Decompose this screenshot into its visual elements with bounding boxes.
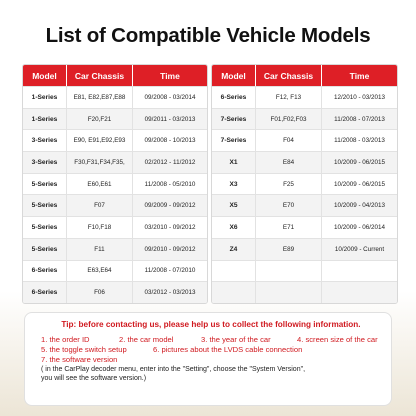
table-row [212, 86, 397, 108]
tip-line-1 [41, 335, 381, 345]
chassis-cell: F04 [256, 129, 322, 151]
model-cell: 3-Series [23, 151, 67, 173]
table-row [23, 151, 207, 173]
time-cell: 03/2010 - 09/2012 [133, 216, 207, 238]
tip-line-3 [41, 355, 381, 365]
time-cell: 09/2011 - 03/2013 [133, 108, 207, 130]
chassis-cell: F30,F31,F34,F35, [67, 151, 133, 173]
tip-item-software-version: 7. the software version [41, 355, 118, 364]
table-row [212, 216, 397, 238]
chassis-cell: E63,E64 [67, 260, 133, 282]
time-cell: 11/2008 - 07/2010 [133, 260, 207, 282]
table-row [23, 216, 207, 238]
chassis-cell: E90, E91,E92,E93 [67, 129, 133, 151]
empty-cell [212, 281, 256, 303]
empty-cell [322, 281, 397, 303]
table-row [23, 129, 207, 151]
model-cell: X3 [212, 173, 256, 195]
chassis-cell: F12, F13 [256, 86, 322, 108]
model-cell: 5-Series [23, 216, 67, 238]
tip-heading: Tip: before contacting us, please help us to collect the following information. [61, 320, 361, 329]
time-cell: 10/2009 - 04/2013 [322, 194, 397, 216]
time-cell: 09/2009 - 09/2012 [133, 194, 207, 216]
header-model: Model [212, 65, 256, 86]
model-cell: 1-Series [23, 108, 67, 130]
chassis-cell: F01,F02,F03 [256, 108, 322, 130]
tip-item-toggle-switch: 5. the toggle switch setup [41, 345, 127, 354]
empty-cell [322, 260, 397, 282]
page-title: List of Compatible Vehicle Models [45, 24, 371, 47]
time-cell: 10/2009 - 06/2014 [322, 216, 397, 238]
time-cell: 10/2009 - Current [322, 238, 397, 260]
model-cell: 5-Series [23, 194, 67, 216]
table-row [212, 108, 397, 130]
time-cell: 12/2010 - 03/2013 [322, 86, 397, 108]
table-row [212, 129, 397, 151]
chassis-cell: F25 [256, 173, 322, 195]
empty-row [212, 260, 397, 282]
table-row [23, 108, 207, 130]
chassis-cell: E71 [256, 216, 322, 238]
chassis-cell: E84 [256, 151, 322, 173]
time-cell: 09/2008 - 10/2013 [133, 129, 207, 151]
model-cell: 6-Series [212, 86, 256, 108]
empty-cell [256, 260, 322, 282]
table-row [212, 194, 397, 216]
time-cell: 02/2012 - 11/2012 [133, 151, 207, 173]
model-cell: 7-Series [212, 129, 256, 151]
model-cell: 6-Series [23, 260, 67, 282]
model-cell: X5 [212, 194, 256, 216]
tip-item-lvds-pictures: 6. pictures about the LVDS cable connection [153, 345, 303, 354]
model-cell: 1-Series [23, 86, 67, 108]
tip-item-screen-size: 4. screen size of the car [297, 335, 378, 344]
table-row [212, 173, 397, 195]
tip-item-car-model: 2. the car model [119, 335, 174, 344]
table-row [23, 260, 207, 282]
table-row [23, 238, 207, 260]
header-model: Model [23, 65, 67, 86]
table-row [212, 238, 397, 260]
model-cell: X6 [212, 216, 256, 238]
model-cell: Z4 [212, 238, 256, 260]
chassis-cell: E60,E61 [67, 173, 133, 195]
tip-box [24, 312, 392, 406]
time-cell: 09/2010 - 09/2012 [133, 238, 207, 260]
tip-item-car-year: 3. the year of the car [201, 335, 271, 344]
chassis-cell: F11 [67, 238, 133, 260]
chassis-cell: E81, E82,E87,E88 [67, 86, 133, 108]
chassis-cell: F10,F18 [67, 216, 133, 238]
model-cell: X1 [212, 151, 256, 173]
model-cell: 5-Series [23, 173, 67, 195]
time-cell: 10/2009 - 06/2015 [322, 151, 397, 173]
header-chassis: Car Chassis [67, 65, 133, 86]
model-cell: 5-Series [23, 238, 67, 260]
right-compat-table [211, 64, 398, 304]
chassis-cell: F06 [67, 281, 133, 303]
chassis-cell: F07 [67, 194, 133, 216]
model-cell: 3-Series [23, 129, 67, 151]
tip-note-line-1: ( in the CarPlay decoder menu, enter into the "Setting", choose the "System Version", [41, 366, 306, 373]
model-cell: 7-Series [212, 108, 256, 130]
empty-row [212, 281, 397, 303]
header-time: Time [133, 65, 207, 86]
header-time: Time [322, 65, 397, 86]
time-cell: 11/2008 - 03/2013 [322, 129, 397, 151]
chassis-cell: E89 [256, 238, 322, 260]
table-row [212, 151, 397, 173]
table-row [23, 194, 207, 216]
time-cell: 03/2012 - 03/2013 [133, 281, 207, 303]
tip-item-order-id: 1. the order ID [41, 335, 90, 344]
left-compat-table [22, 64, 208, 304]
time-cell: 11/2008 - 07/2013 [322, 108, 397, 130]
empty-cell [256, 281, 322, 303]
table-row [23, 86, 207, 108]
chassis-cell: F20,F21 [67, 108, 133, 130]
tip-line-2 [41, 345, 381, 355]
header-chassis: Car Chassis [256, 65, 322, 86]
time-cell: 09/2008 - 03/2014 [133, 86, 207, 108]
chassis-cell: E70 [256, 194, 322, 216]
compatibility-tables [22, 64, 394, 304]
time-cell: 11/2008 - 05/2010 [133, 173, 207, 195]
table-row [23, 281, 207, 303]
model-cell: 6-Series [23, 281, 67, 303]
empty-cell [212, 260, 256, 282]
tip-note-line-2: you will see the software version.) [41, 375, 147, 382]
table-row [23, 173, 207, 195]
time-cell: 10/2009 - 06/2015 [322, 173, 397, 195]
